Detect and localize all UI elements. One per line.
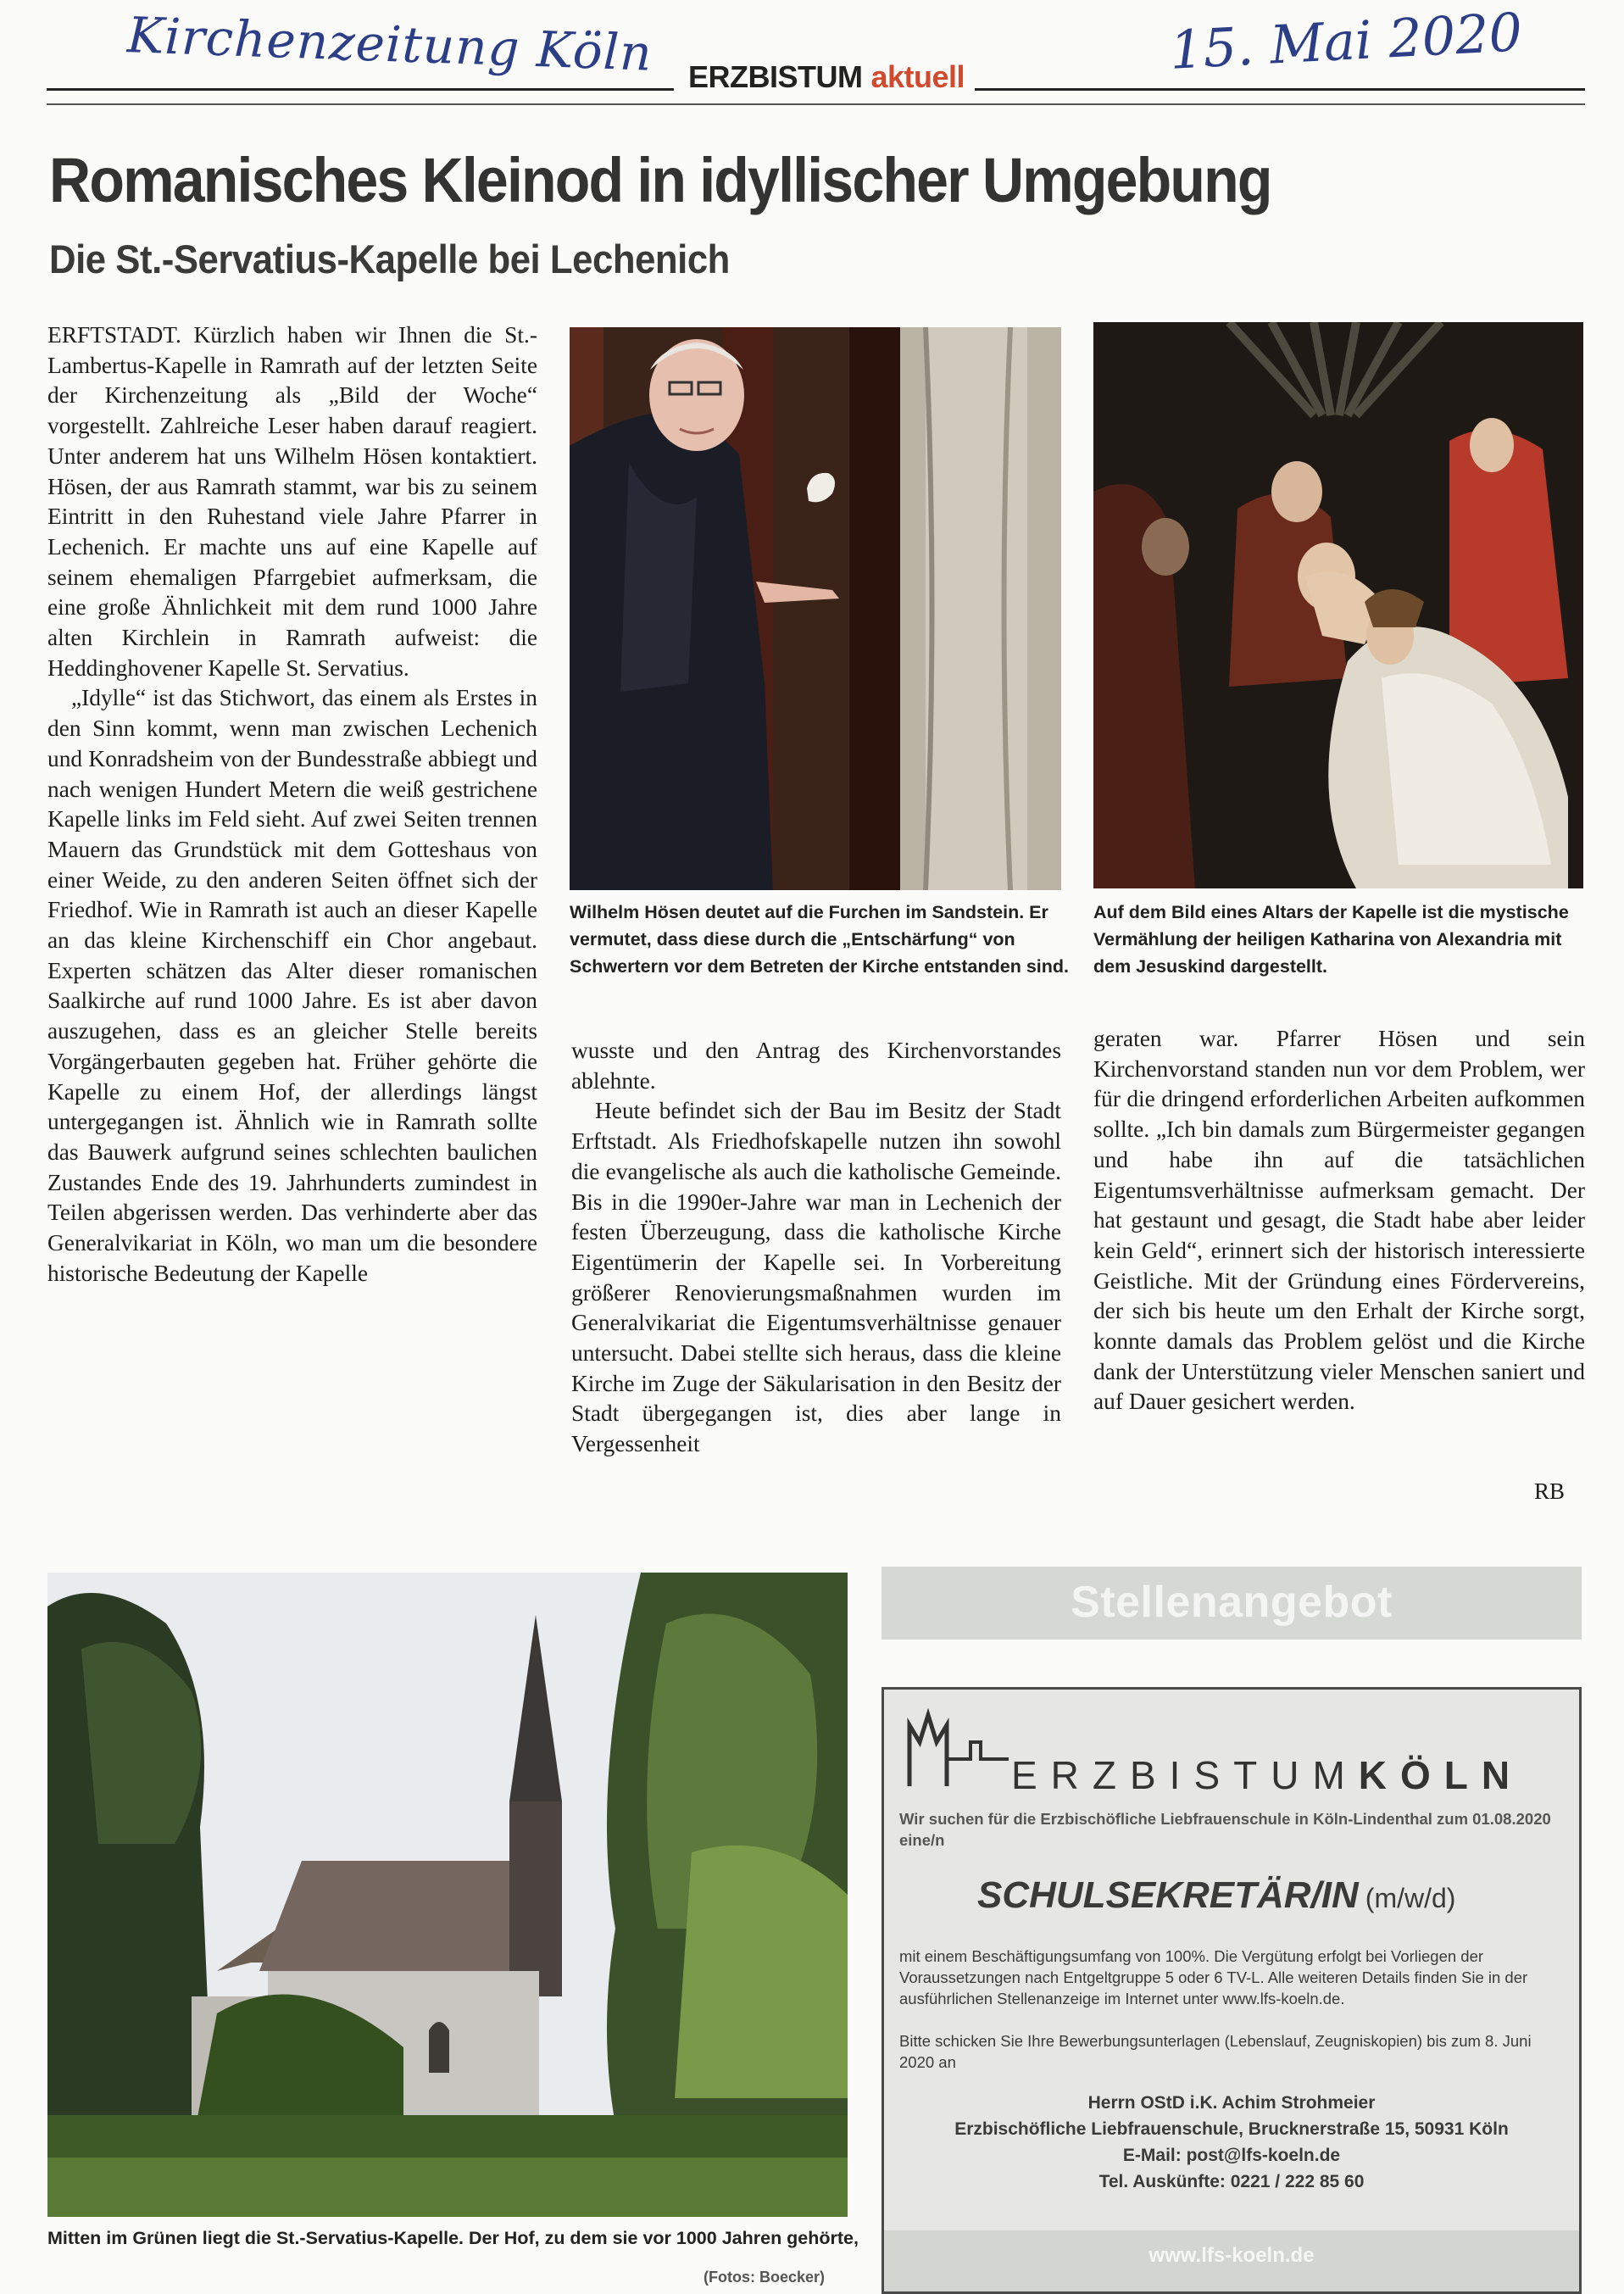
section-label [688,59,965,95]
job-ad-title-main: SCHULSEKRETÄR/IN [977,1874,1359,1916]
job-ad-header-title: Stellenangebot [1071,1578,1393,1627]
caption-painting-photo: Auf dem Bild eines Altars der Kapelle ist die mystische Vermählung der heiligen Katharina von Alexandria mit dem Jesuskind dargestellt. [1093,902,1569,977]
photo-chapel-in-greenery [47,1573,848,2217]
photo-credit: (Fotos: Boecker) [704,2269,826,2286]
job-ad-intro: Wir suchen für die Erzbischöfliche Liebfrauenschule in Köln-Lindenthal zum 01.08.2020 eine/n [899,1810,1551,1849]
header-rule-bottom [47,103,1585,105]
section-label-main: ERZBISTUM [688,59,863,94]
article-column-1 [47,320,537,1289]
article-subheadline: Die St.-Servatius-Kapelle bei Lechenich [49,237,730,281]
job-ad-contact [884,2090,1579,2195]
caption-chapel-photo: Mitten im Grünen liegt die St.-Servatius-Kapelle. Der Hof, zu dem sie vor 1000 Jahren gehörte, [47,2228,859,2248]
handwritten-source-note: Kirchenzeitung Köln [126,6,653,82]
archdiocese-name [1011,1752,1523,1798]
article-paragraph: Heute befindet sich der Bau im Besitz der Stadt Erftstadt. Als Friedhofskapelle nutzen ihn sowohl die evangelische als auch die katholische Gemeinde. Bis in die 1990er-Jahre war man in Lechenich der festen Überzeugung, dass die katholische Kirche Eigentümerin der Kapelle sei. In Vorbereitung größerer Renovierungsmaßnahmen wurden im Generalvikariat die Eigentumsverhältnisse genauer untersucht. Dabei stellte sich heraus, dass die kleine Kirche im Zuge der Säkularisation in den Besitz der Stadt übergegangen ist, dies aber lange in Vergessenheit [571,1098,1061,1457]
contact-phone: Tel. Auskünfte: 0221 / 222 85 60 [1098,2172,1365,2191]
job-ad-title-suffix: (m/w/d) [1365,1883,1456,1913]
article-column-2 [571,1036,1061,1460]
article-paragraph: geraten war. Pfarrer Hösen und sein Kirchenvorstand standen nun vor dem Problem, wer für die dringend erforderlichen Arbeiten aufkommen sollte. „Ich bin damals zum Bürgermeister gegangen und habe ihn auf die tatsächlichen Eigentumsverhältnisse aufmerksam gemacht. Der hat gestaunt und gesagt, die Stadt habe aber leider kein Geld“, erinnert sich der historisch interessierte Geistliche. Mit der Gründung eines Fördervereins, der sich bis heute um den Erhalt der Kirche sorgt, konnte damals das Problem gelöst und die Kirche dank der Unterstützung vieler Menschen saniert und auf Dauer gesichert werden. [1093,1026,1585,1415]
job-ad-website: www.lfs-koeln.de [884,2230,1579,2291]
handwritten-date-note: 15. Mai 2020 [1168,1,1524,81]
archdiocese-name-light: ERZBISTUM [1011,1753,1359,1797]
article-paragraph: ERFTSTADT. Kürzlich haben wir Ihnen die St.-Lambertus-Kapelle in Ramrath auf der letzten Seite der Kirchenzeitung als „Bild der Woche“ vorgestellt. Zahlreiche Leser haben darauf reagiert. Unter anderem hat uns Wilhelm Hösen kontaktiert. Hösen, der aus Ramrath stammt, war bis zu seinem Eintritt in den Ruhestand viele Jahre Pfarrer in Lechenich. Er machte uns auf eine Kapelle auf seinem ehemaligen Pfarrgebiet aufmerksam, die eine große Ähnlichkeit mit dem rund 1000 Jahre alten Kirchlein in Ramrath aufweist: die Heddinghovener Kapelle St. Servatius. [47,322,537,681]
article-headline: Romanisches Kleinod in idyllischer Umgebung [49,145,1271,215]
job-ad-apply-instructions: Bitte schicken Sie Ihre Bewerbungsunterlagen (Lebenslauf, Zeugniskopien) bis zum 8. Juni 2020 an [899,2032,1532,2071]
caption-priest-photo: Wilhelm Hösen deutet auf die Furchen im Sandstein. Er vermutet, dass diese durch die „Entschärfung“ von Schwertern vor dem Betreten der Kirche entstanden sind. [570,902,1070,977]
contact-address: Erzbischöfliche Liebfrauenschule, Brucknerstraße 15, 50931 Köln [954,2119,1509,2139]
job-ad-details: mit einem Beschäftigungsumfang von 100%. Die Vergütung erfolgt bei Vorliegen der Voraussetzungen nach Entgeltgruppe 5 oder 6 TV-L. Alle weiteren Details finden Sie in der ausführlichen Stellenanzeige im Internet unter www.lfs-koeln.de. [899,1947,1528,2007]
photo-altar-painting [1093,322,1583,888]
author-initials: RB [1534,1478,1566,1504]
contact-name: Herrn OStD i.K. Achim Strohmeier [1087,2093,1376,2113]
contact-email: E-Mail: post@lfs-koeln.de [1122,2146,1341,2165]
archdiocese-logo-icon [903,1708,1013,1793]
article-paragraph: wusste und den Antrag des Kirchenvorstandes ablehnte. [571,1038,1061,1094]
archdiocese-name-bold: KÖLN [1358,1753,1524,1797]
job-ad-header-bar [882,1567,1582,1640]
job-ad-title [977,1874,1455,1917]
photo-priest-at-doorway [570,327,1061,890]
article-column-3 [1093,1024,1585,1417]
job-ad-box [882,1687,1582,2294]
header-rule-right [975,88,1585,91]
section-label-accent: aktuell [870,59,965,94]
article-paragraph: „Idylle“ ist das Stichwort, das einem als Erstes in den Sinn kommt, wenn man zwischen Lechenich und Konradsheim von der Bundesstraße abbiegt und nach wenigen Hundert Metern die weiß gestrichene Kapelle links im Feld sieht. Auf zwei Seiten trennen Mauern das Grundstück mit dem Gotteshaus von einer Weide, zu den anderen Seiten öffnet sich der Friedhof. Wie in Ramrath ist auch an dieser Kapelle an das kleine Kirchenschiff ein Chor angebaut. Experten schätzen das Alter dieser romanischen Saalkirche auf rund 1000 Jahre. Es ist aber davon auszugehen, dass es an gleicher Stelle bereits Vorgängerbauten gegeben hat. Früher gehörte die Kapelle zu einem Hof, der allerdings längst untergegangen ist. Ähnlich wie in Ramrath sollte das Bauwerk aufgrund seines schlechten baulichen Zustandes Ende des 19. Jahrhunderts zumindest in Teilen abgerissen werden. Das verhinderte aber das Generalvikariat in Köln, wo man um die besondere historische Bedeutung der Kapelle [47,685,537,1286]
header-rule-left [47,88,674,91]
